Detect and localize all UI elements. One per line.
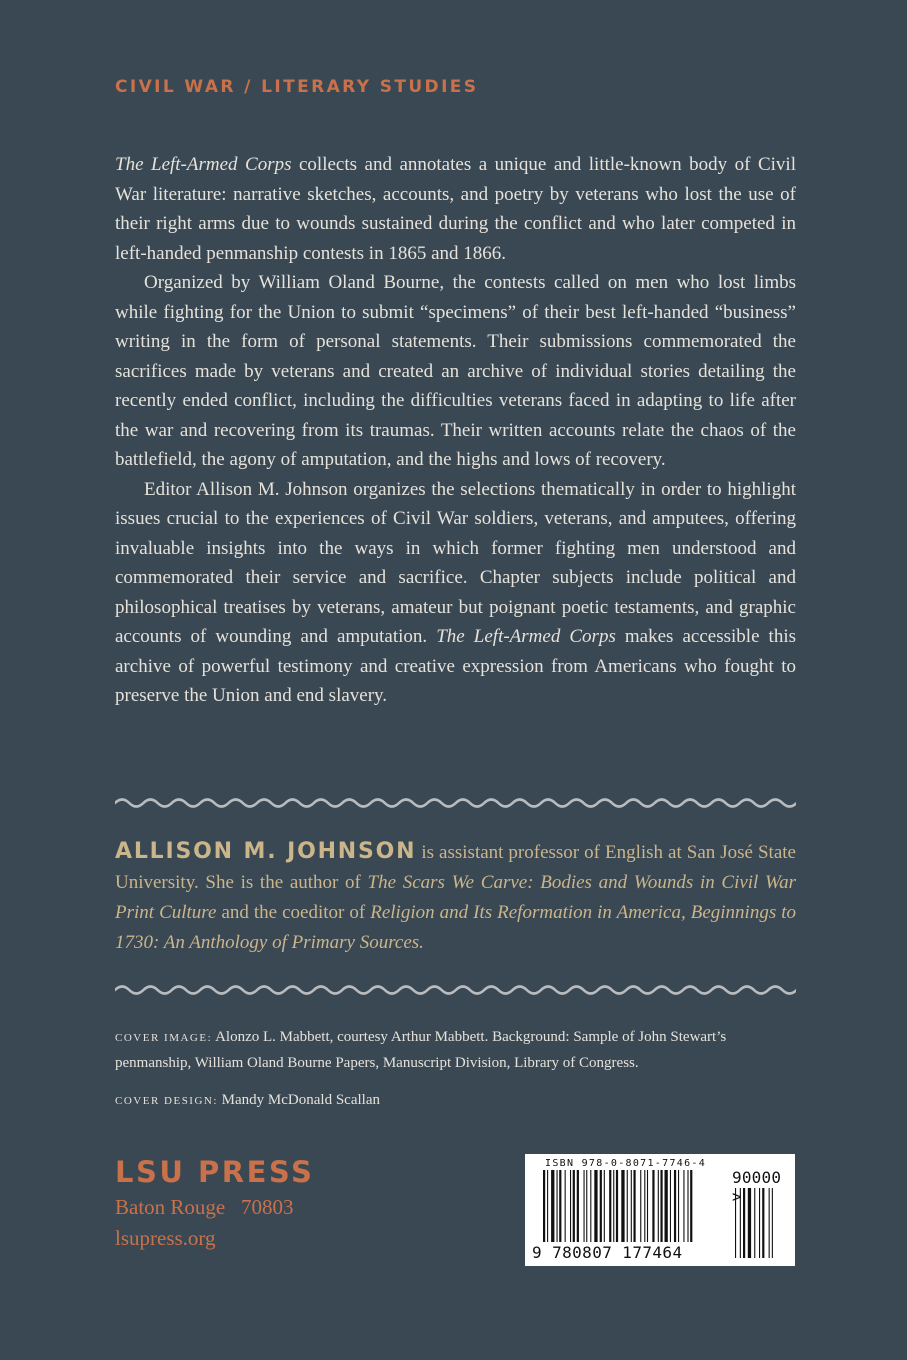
barcode-bar bbox=[584, 1170, 585, 1242]
barcode-bar bbox=[633, 1170, 635, 1242]
cover-credits bbox=[115, 1025, 805, 1126]
barcode-bar bbox=[665, 1170, 668, 1242]
author-book-title: The Scars We Carve: Bodies and Wounds in Civil War Print Culture bbox=[115, 872, 796, 923]
cover-design-text: Mandy McDonald Scallan bbox=[217, 1092, 380, 1108]
publisher-website: lsupress.org bbox=[115, 1226, 216, 1250]
cover-design-label: COVER DESIGN: bbox=[115, 1095, 218, 1107]
barcode-bar bbox=[687, 1170, 688, 1242]
blurb-paragraph-2: Organized by William Oland Bourne, the contests called on men who lost limbs while fighting for the Union to submit “specimens” of their best left-handed “business” writing in the form of personal statements. Their submissions commemorated the sacrifices made by veterans and created an archive of individual stories detailing the recently ended conflict, including the difficulties veterans faced in adapting to life after the war and recovering from its traumas. Their written accounts relate the chaos of the battlefield, the agony of amputation, and the highs and lows of recovery. bbox=[115, 272, 796, 470]
description-blurb bbox=[115, 150, 796, 711]
blurb-paragraph-1 bbox=[115, 150, 796, 268]
barcode-bar bbox=[543, 1170, 545, 1242]
barcode-bar bbox=[559, 1170, 561, 1242]
publisher-logo: LSU PRESS bbox=[115, 1155, 315, 1189]
barcode-bar bbox=[660, 1170, 662, 1242]
wavy-divider-top bbox=[115, 796, 796, 810]
author-bio-text: and the coeditor of bbox=[216, 902, 371, 923]
blurb-text: makes accessible this archive of powerful testimony and creative expression from Americans who fought to preserve the Union and end slavery. bbox=[115, 626, 797, 706]
blurb-paragraph-3 bbox=[115, 475, 796, 711]
barcode-bar bbox=[652, 1170, 654, 1242]
isbn-barcode bbox=[525, 1154, 795, 1266]
cover-design-credit bbox=[115, 1088, 805, 1114]
barcode-bar bbox=[647, 1170, 648, 1242]
barcode-bar bbox=[557, 1170, 558, 1242]
barcode-bar bbox=[621, 1170, 624, 1242]
barcode-bar bbox=[570, 1170, 571, 1242]
cover-image-text: Alonzo L. Mabbett, courtesy Arthur Mabbett. Background: Sample of John Stewart’s penmanship, William Oland Bourne Papers, Manuscript Division, Library of Congress. bbox=[115, 1029, 727, 1071]
barcode-bar bbox=[644, 1170, 645, 1242]
publisher-block bbox=[115, 1152, 314, 1254]
barcode-bar bbox=[640, 1170, 641, 1242]
barcode-addon-text: 90000 > bbox=[732, 1168, 782, 1206]
isbn-text: ISBN 978-0-8071-7746-4 bbox=[545, 1158, 707, 1169]
cover-image-credit bbox=[115, 1025, 805, 1076]
author-bio bbox=[115, 837, 796, 958]
barcode-bar bbox=[631, 1170, 632, 1242]
barcode-bar bbox=[551, 1170, 554, 1242]
barcode-digits: 9 780807 177464 bbox=[532, 1243, 683, 1262]
barcode-bar bbox=[690, 1170, 692, 1242]
author-book-title: Religion and Its Reformation in America, Beginnings to 1730: An Anthology of Primary Sources. bbox=[115, 902, 797, 953]
barcode-bar bbox=[604, 1170, 605, 1242]
barcode-bar bbox=[609, 1170, 611, 1242]
wavy-divider-bottom bbox=[115, 983, 796, 997]
barcode-bar bbox=[594, 1170, 597, 1242]
barcode-bar bbox=[600, 1170, 602, 1242]
book-title: The Left-Armed Corps bbox=[115, 154, 292, 175]
barcode-bar bbox=[590, 1170, 591, 1242]
barcode-bar bbox=[613, 1170, 614, 1242]
barcode-bar bbox=[565, 1170, 566, 1242]
barcode-bar bbox=[683, 1170, 684, 1242]
barcode-bar bbox=[674, 1170, 676, 1242]
barcode-bar bbox=[616, 1170, 618, 1242]
barcode-bar bbox=[658, 1170, 659, 1242]
blurb-text: Editor Allison M. Johnson organizes the selections thematically in order to highlight issues crucial to the experiences of Civil War soldiers, veterans, and amputees, offering invaluable insights into the ways in which former fighting men understood and commemorated their service and sacrifice. Chapter subjects include political and philosophical treatises by veterans, amateur but poignant poetic testaments, and graphic accounts of wounding and amputation. bbox=[115, 478, 796, 647]
barcode-bar bbox=[627, 1170, 628, 1242]
blurb-text: collects and annotates a unique and little-known body of Civil War literature: narrative sketches, accounts, and poetry by veterans who lost the use of their right arms due to wounds sustained during the conflict and who later competed in left-handed penmanship contests in 1865 and 1866. bbox=[115, 154, 796, 264]
barcode-bar bbox=[547, 1170, 548, 1242]
barcode-bar bbox=[577, 1170, 579, 1242]
barcode-bar bbox=[670, 1170, 671, 1242]
barcode-bar bbox=[586, 1170, 587, 1242]
author-name: ALLISON M. JOHNSON bbox=[115, 839, 417, 864]
barcode-bar bbox=[573, 1170, 575, 1242]
category-label: CIVIL WAR / LITERARY STUDIES bbox=[115, 77, 479, 97]
barcode-bar bbox=[678, 1170, 679, 1242]
book-title: The Left-Armed Corps bbox=[436, 626, 616, 647]
cover-image-label: COVER IMAGE: bbox=[115, 1032, 213, 1044]
publisher-city: Baton Rouge 70803 bbox=[115, 1195, 294, 1219]
author-bio-text: is assistant professor of English at San José State University. She is the author of bbox=[115, 842, 796, 893]
